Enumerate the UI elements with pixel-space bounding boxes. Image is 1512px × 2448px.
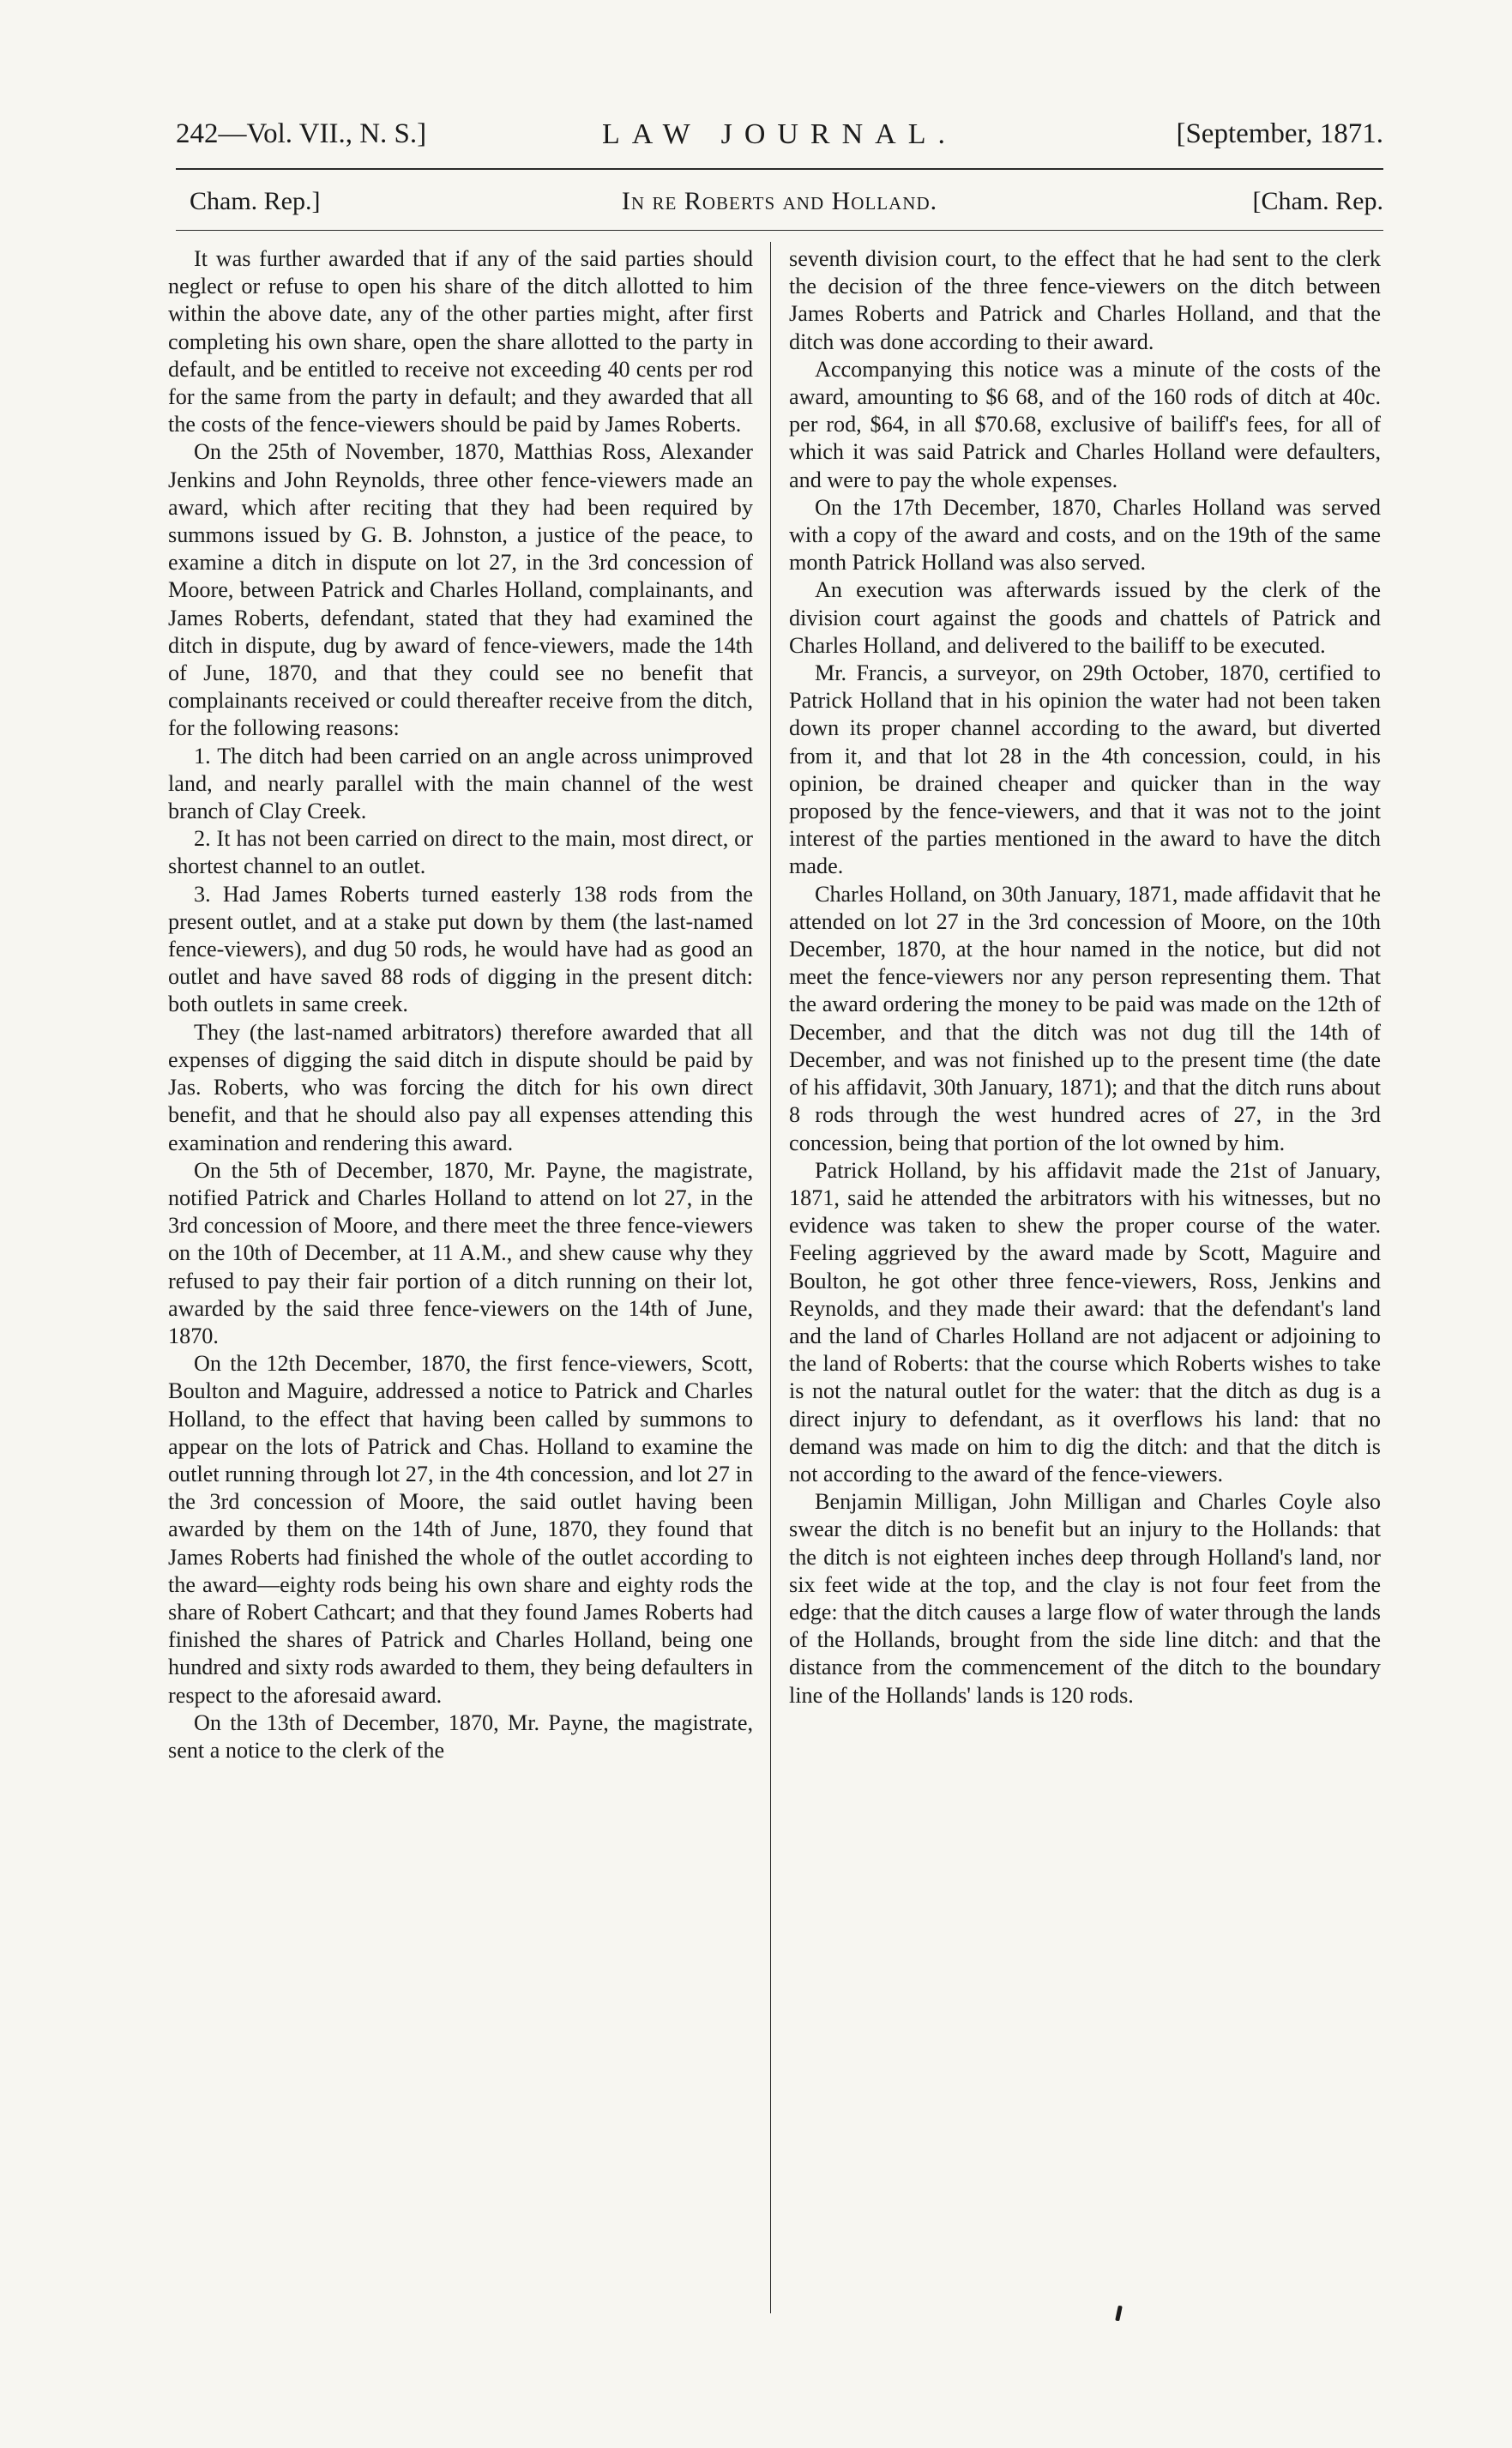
journal-title: LAW JOURNAL. xyxy=(602,118,957,150)
report-label-right: [Cham. Rep. xyxy=(1252,187,1383,215)
paragraph: On the 17th December, 1870, Charles Holland was served with a copy of the award and costs, and on the 19th of the same month Patrick Holland was also served. xyxy=(789,494,1381,576)
paragraph: On the 12th December, 1870, the first fence-viewers, Scott, Boulton and Maguire, addressed a notice to Patrick and Charles Holland, to the effect that having been called by summons to appear on the lots of Patrick and Chas. Holland to examine the outlet running through lot 27, in the 4th concession, and lot 27 in the 3rd concession of Moore, the said outlet having been awarded by them on the 14th of June, 1870, they found that James Roberts had finished the whole of the outlet according to the award—eighty rods being his own share and eighty rods the share of Robert Cathcart; and that they found James Roberts had finished the shares of Patrick and Charles Holland, being one hundred and sixty rods awarded to them, they being defaulters in respect to the aforesaid award. xyxy=(168,1351,753,1708)
paragraph: Mr. Francis, a surveyor, on 29th October, 1870, certified to Patrick Holland that in his opinion the water had not been taken down its proper channel according to the award, but diverted from it, and that lot 28 in the 4th concession, could, in his opinion, be drained cheaper and quicker than in the way proposed by the fence-viewers, and that it was not to the joint interest of the parties mentioned in the award to have the ditch made. xyxy=(789,660,1381,879)
header-rule xyxy=(176,168,1383,170)
paragraph: Patrick Holland, by his affidavit made the 21st of January, 1871, said he attended the arbitrators with his witnesses, but no evidence was taken to shew the proper course of the water. Feeling aggrieved by the award made by Scott, Maguire and Boulton, he got other three fence-viewers, Ross, Jenkins and Reynolds, and they made their award: that the defendant's land and the land of Charles Holland are not adjacent or adjoining to the land of Roberts: that the course which Roberts wishes to take is not the natural outlet for the water: that the ditch as dug is a direct injury to defendant, as it overflows his land: that no demand was made on him to dig the ditch: and that the ditch is not according to the award of the fence-viewers. xyxy=(789,1157,1381,1486)
left-column xyxy=(168,245,753,2312)
paragraph-continued: seventh division court, to the effect that he had sent to the clerk the decision of the three fence-viewers on the ditch between James Roberts and Patrick and Charles Holland, and that the ditch was done according to their award. xyxy=(789,246,1381,354)
right-column xyxy=(789,245,1381,2312)
paragraph: On the 25th of November, 1870, Matthias Ross, Alexander Jenkins and John Reynolds, three other fence-viewers made an award, which after reciting that they had been required by summons issued by G. B. Johnston, a justice of the peace, to examine a ditch in dispute on lot 27, in the 3rd concession of Moore, between Patrick and Charles Holland, complainants, and James Roberts, defendant, stated that they had examined the ditch in dispute, dug by award of fence-viewers, made the 14th of June, 1870, and that they could see no benefit that complainants received or could thereafter receive from the ditch, for the following reasons: xyxy=(168,439,753,741)
paragraph: Charles Holland, on 30th January, 1871, made affidavit that he attended on lot 27 in the 3rd concession of Moore, on the 10th December, 1870, at the hour named in the notice, but did not meet the fence-viewers nor any person representing them. That the award ordering the money to be paid was made on the 12th of December, and that the ditch was not dug till the 14th of December, and was not finished up to the present time (the date of his affidavit, 30th January, 1871); and that the ditch runs about 8 rods through the west hundred acres of 27, in the 3rd concession, being that portion of the lot owned by him. xyxy=(789,881,1381,1155)
report-label-left: Cham. Rep.] xyxy=(190,187,321,215)
paragraph: It was further awarded that if any of the said parties should neglect or refuse to open his share of the ditch allotted to him within the above date, any of the other parties might, after first completing his own share, open the share allotted to the party in default, and be entitled to receive not exceeding 40 cents per rod for the same from the party in default; and they awarded that all the costs of the fence-viewers should be paid by James Roberts. xyxy=(168,246,753,437)
paragraph: 3. Had James Roberts turned easterly 138 rods from the present outlet, and at a stake put down by them (the last-named fence-viewers), and dug 50 rods, he would have had as good an outlet and have saved 88 rods of digging in the present ditch: both outlets in same creek. xyxy=(168,881,753,1017)
paragraph: Accompanying this notice was a minute of the costs of the award, amounting to $6 68, and of the 160 rods of ditch at 40c. per rod, $64, in all $70.68, exclusive of bailiff's fees, for all of which it was said Patrick and Charles Holland were defaulters, and were to pay the whole expenses. xyxy=(789,356,1381,492)
paragraph: 2. It has not been carried on direct to the main, most direct, or shortest channel to an outlet. xyxy=(168,826,753,879)
case-title: In re Roberts and Holland. xyxy=(621,187,938,215)
issue-date: [September, 1871. xyxy=(1176,118,1383,149)
case-subhead xyxy=(176,187,1383,221)
paragraph: On the 13th of December, 1870, Mr. Payne, the magistrate, sent a notice to the clerk of the xyxy=(168,1709,753,1763)
paragraph: An execution was afterwards issued by the clerk of the division court against the goods and chattels of Patrick and Charles Holland, and delivered to the bailiff to be executed. xyxy=(789,577,1381,658)
paragraph: On the 5th of December, 1870, Mr. Payne, the magistrate, notified Patrick and Charles Holland to attend on lot 27, in the 3rd concession of Moore, and there meet the three fence-viewers on the 10th of December, at 11 A.M., and shew cause why they refused to pay their fair portion of a ditch running on their lot, awarded by the said three fence-viewers on the 14th of June, 1870. xyxy=(168,1157,753,1348)
column-divider xyxy=(770,242,771,2313)
subhead-rule xyxy=(176,230,1383,231)
running-head xyxy=(176,118,1383,156)
paragraph: Benjamin Milligan, John Milligan and Charles Coyle also swear the ditch is no benefit but an injury to the Hollands: that the ditch is not eighteen inches deep through Holland's land, nor six feet wide at the top, and the clay is not four feet from the edge: that the ditch causes a large flow of water through the lands of the Hollands, brought from the side line ditch: and that the distance from the commencement of the ditch to the boundary line of the Hollands' lands is 120 rods. xyxy=(789,1489,1381,1708)
paragraph: They (the last-named arbitrators) therefore awarded that all expenses of digging the said ditch in dispute should be paid by Jas. Roberts, who was forcing the ditch for his own direct benefit, and that he should also pay all expenses attending this examination and rendering this award. xyxy=(168,1019,753,1155)
page-volume-label: 242—Vol. VII., N. S.] xyxy=(176,118,427,149)
paragraph: 1. The ditch had been carried on an angle across unimproved land, and nearly parallel with the main channel of the west branch of Clay Creek. xyxy=(168,743,753,824)
